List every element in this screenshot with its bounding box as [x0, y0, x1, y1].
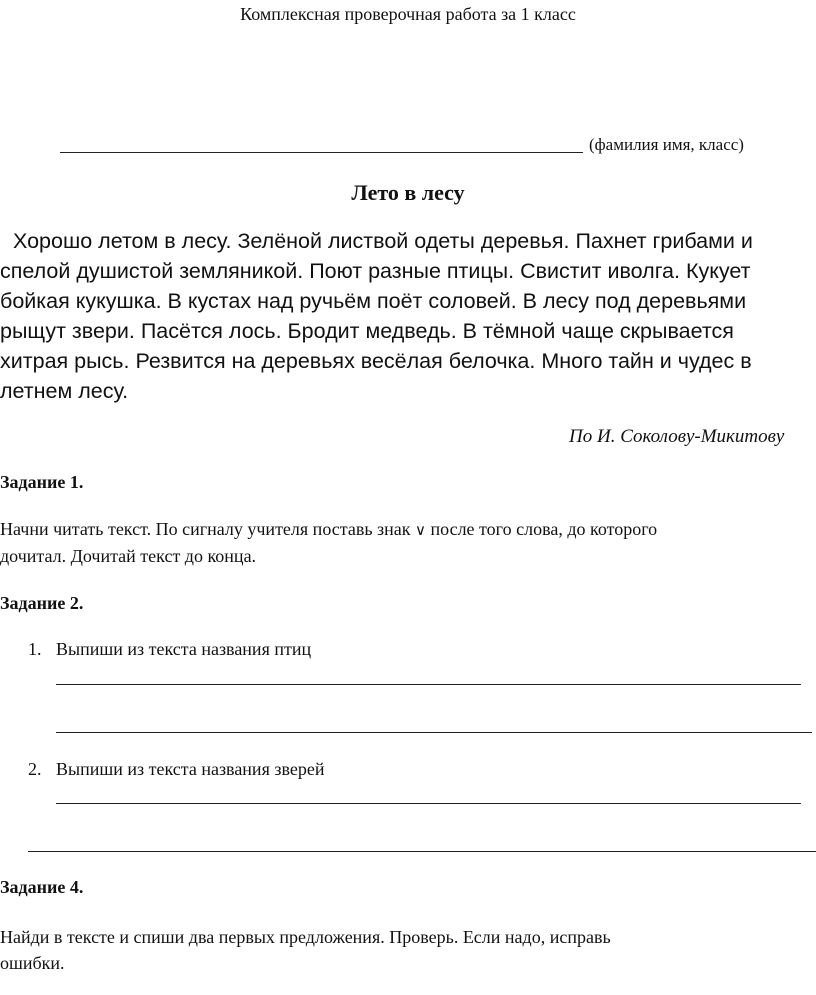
task1-heading: Задание 1.: [0, 472, 84, 492]
task1-text-after: после того слова, до которого: [430, 519, 658, 539]
task4-heading: Задание 4.: [0, 877, 84, 897]
answer-line[interactable]: [56, 684, 801, 685]
student-name-line[interactable]: [60, 152, 583, 153]
answer-line[interactable]: [56, 732, 812, 733]
task4-text: [0, 924, 611, 976]
check-mark-icon: ∨: [415, 521, 426, 539]
task2-item-1: [28, 639, 311, 660]
story-line: спелой душистой земляникой. Поют разные птицы. Свистит иволга. Кукует: [0, 259, 751, 283]
answer-line[interactable]: [56, 803, 801, 804]
task4-text-line2: ошибки.: [0, 953, 65, 973]
task2-heading: Задание 2.: [0, 593, 84, 613]
task1-text: [0, 516, 657, 569]
story-author: По И. Соколову-Микитову: [569, 426, 785, 447]
task4-text-line1: Найди в тексте и спиши два первых предложения. Проверь. Если надо, исправь: [0, 927, 611, 947]
story-line: летнем лесу.: [0, 379, 129, 403]
task2-item-2: [28, 759, 324, 780]
story-line: хитрая рысь. Резвится на деревьях весёлая белочка. Много тайн и чудес в: [0, 349, 752, 373]
story-line: бойкая кукушка. В кустах над ручьём поёт соловей. В лесу под деревьями: [0, 289, 747, 313]
page-header: Комплексная проверочная работа за 1 класс: [240, 4, 576, 24]
task2-item-number: 2.: [28, 759, 42, 779]
task1-text-before: Начни читать текст. По сигналу учителя поставь знак: [0, 519, 411, 539]
task2-item-text: Выпиши из текста названия зверей: [56, 759, 325, 779]
story-line: рыщут звери. Пасётся лось. Бродит медведь. В тёмной чаще скрывается: [0, 319, 734, 343]
answer-line[interactable]: [28, 851, 816, 852]
task2-item-number: 1.: [28, 639, 42, 659]
story-line: Хорошо летом в лесу. Зелёной листвой одеты деревья. Пахнет грибами и: [13, 229, 753, 253]
student-name-hint: (фамилия имя, класс): [589, 135, 744, 154]
task1-text-line2: дочитал. Дочитай текст до конца.: [0, 546, 257, 566]
task2-item-text: Выпиши из текста названия птиц: [56, 639, 312, 659]
story-title: Лето в лесу: [351, 180, 465, 205]
story-text: [0, 226, 816, 406]
